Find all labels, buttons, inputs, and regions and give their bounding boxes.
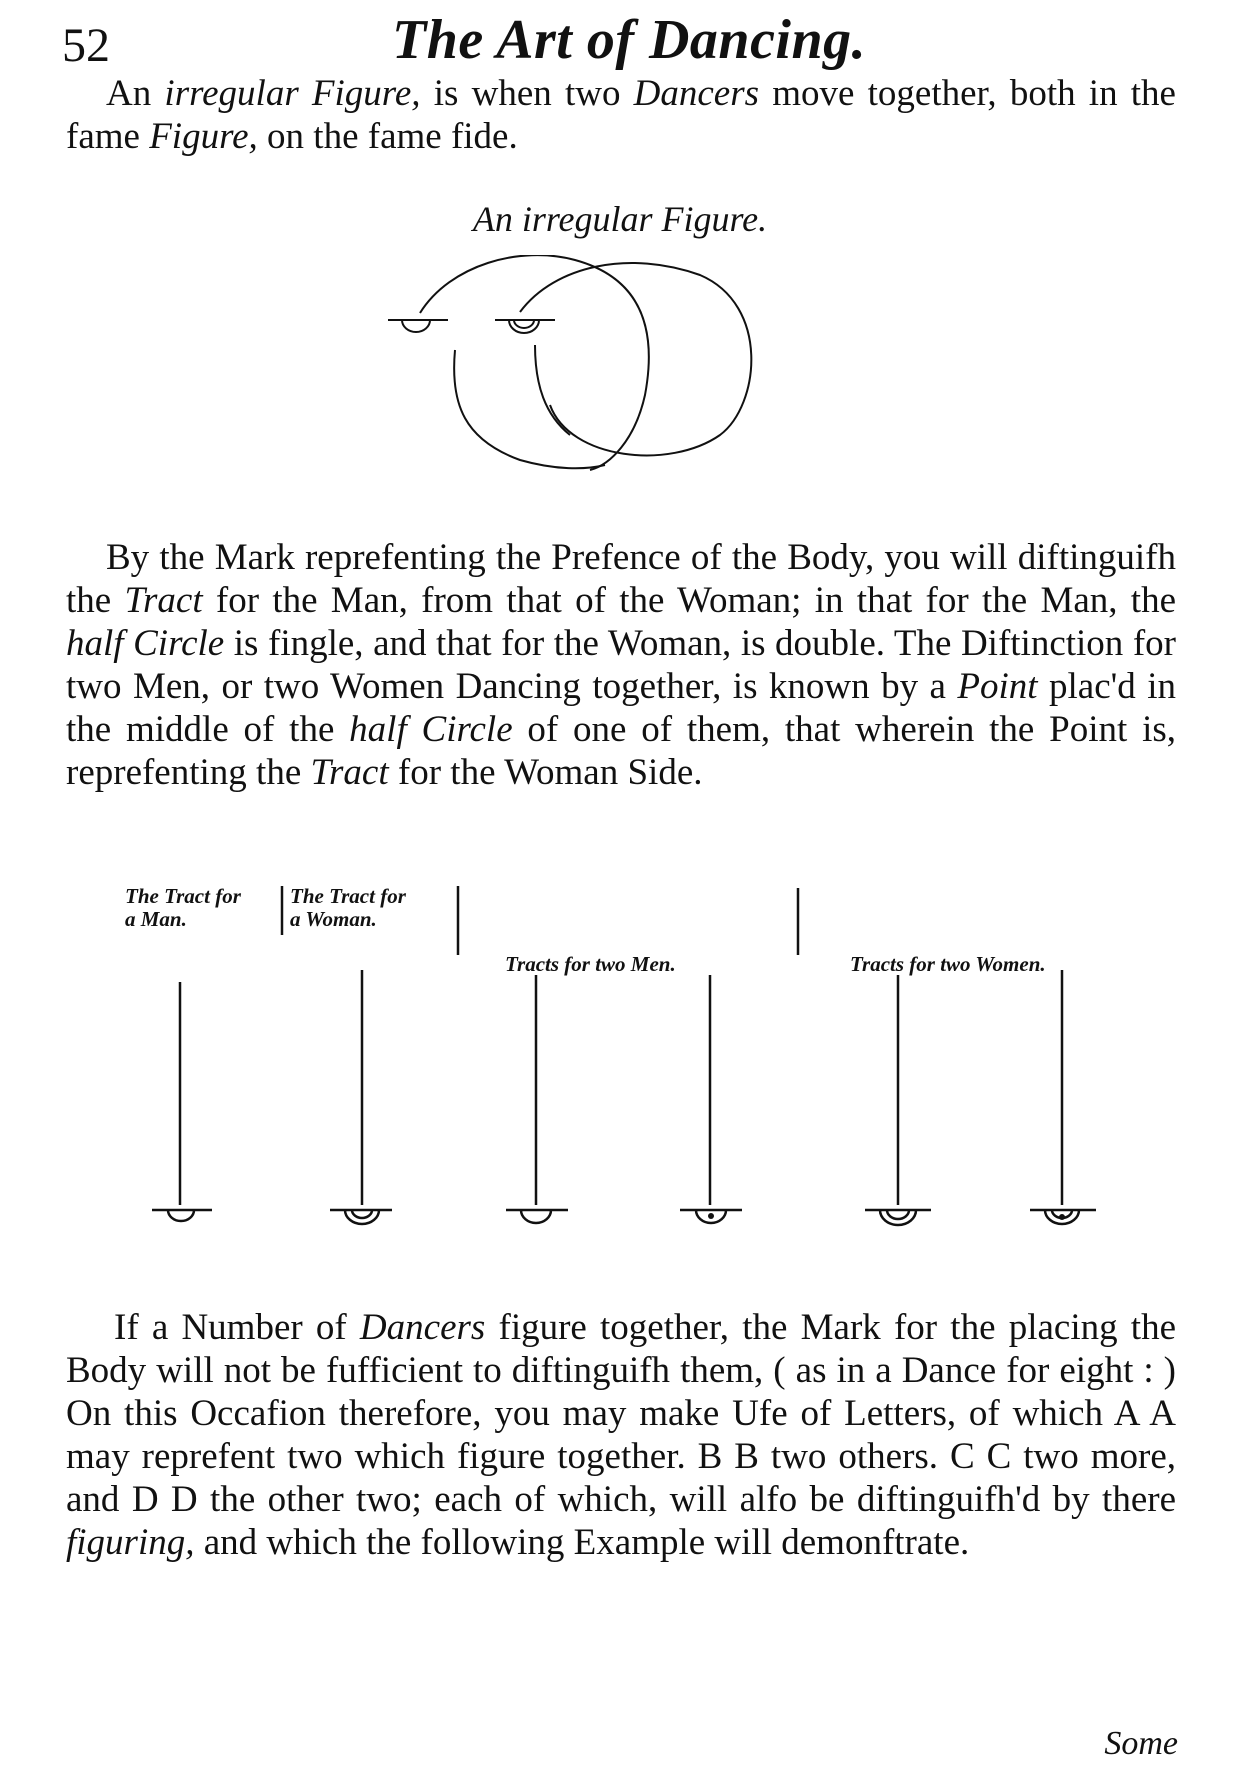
- emphasis-dancers: Dancers: [359, 1307, 486, 1348]
- mark-half-circle-single: [168, 1210, 194, 1221]
- emphasis-figure: Figure,: [149, 116, 258, 157]
- emphasis-half-circle: half Circle: [349, 709, 513, 750]
- paragraph-irregular-figure-definition: An irregular Figure, is when two Dancers move together, both in the fame Figure, on the fame fide.: [66, 73, 1176, 157]
- right-dancer-track: [520, 263, 751, 455]
- paragraph-body-mark-distinction: By the Mark reprefenting the Prefence of the Body, you will diftinguifh the Tract for the Man, from that of the Woman; in that for the Man, the half Circle is fingle, and that for the Woman, is double. The Diftinction for two Men, or two Women Dancing together, is known by a Point plac'd in the middle of the half Circle of one of them, that wherein the Point is, reprefenting the Tract for the Woman Side.: [66, 537, 1177, 793]
- page-number: 52: [62, 19, 110, 72]
- label-tracts-two-women: Tracts for two Women.: [850, 952, 1046, 976]
- emphasis-point: Point: [957, 666, 1038, 707]
- emphasis-tract: Tract: [124, 580, 203, 621]
- label-tract-for-woman: The Tract for a Woman.: [290, 884, 406, 931]
- catchword: Some: [1104, 1725, 1178, 1762]
- tracts-figure: [60, 880, 1180, 1270]
- emphasis-dancers: Dancers: [633, 73, 760, 114]
- mark-half-circle-single: [521, 1210, 551, 1223]
- left-circle-lower-arc: [454, 350, 605, 468]
- emphasis-tract: Tract: [310, 752, 389, 793]
- point-mark: [1059, 1214, 1065, 1220]
- man-mark-half-circle: [402, 320, 430, 332]
- point-mark: [708, 1213, 714, 1219]
- figure-irregular-caption: An irregular Figure.: [472, 199, 768, 239]
- right-circle-lower-arc: [535, 345, 570, 435]
- emphasis-figuring: figuring,: [66, 1522, 195, 1563]
- label-tracts-two-men: Tracts for two Men.: [505, 952, 676, 976]
- woman-mark-half-circle-inner: [514, 320, 534, 328]
- label-tract-for-man: The Tract for a Man.: [125, 884, 241, 931]
- paragraph-letters-for-dancers: If a Number of Dancers figure together, the Mark for the placing the Body will not be fufficient to diftinguifh them, ( as in a Dance for eight : ) On this Occafion therefore, you may make Ufe of Letters, of which A A may reprefent two which figure together. B B two others. C C two more, and D D the other two; each of which, will alfo be diftinguifh'd by there figuring, and which the following Example will demonftrate.: [66, 1307, 1176, 1563]
- irregular-figure-diagram: [370, 255, 890, 525]
- page-header: [62, 8, 1182, 78]
- mark-half-circle-inner: [887, 1210, 909, 1219]
- emphasis-irregular-figure: irregular Figure,: [164, 73, 421, 114]
- tracts-figure-drawing: [60, 880, 1180, 1270]
- mark-half-circle-outer: [880, 1210, 916, 1225]
- running-title: The Art of Dancing.: [392, 9, 867, 71]
- emphasis-half-circle: half Circle: [66, 623, 225, 664]
